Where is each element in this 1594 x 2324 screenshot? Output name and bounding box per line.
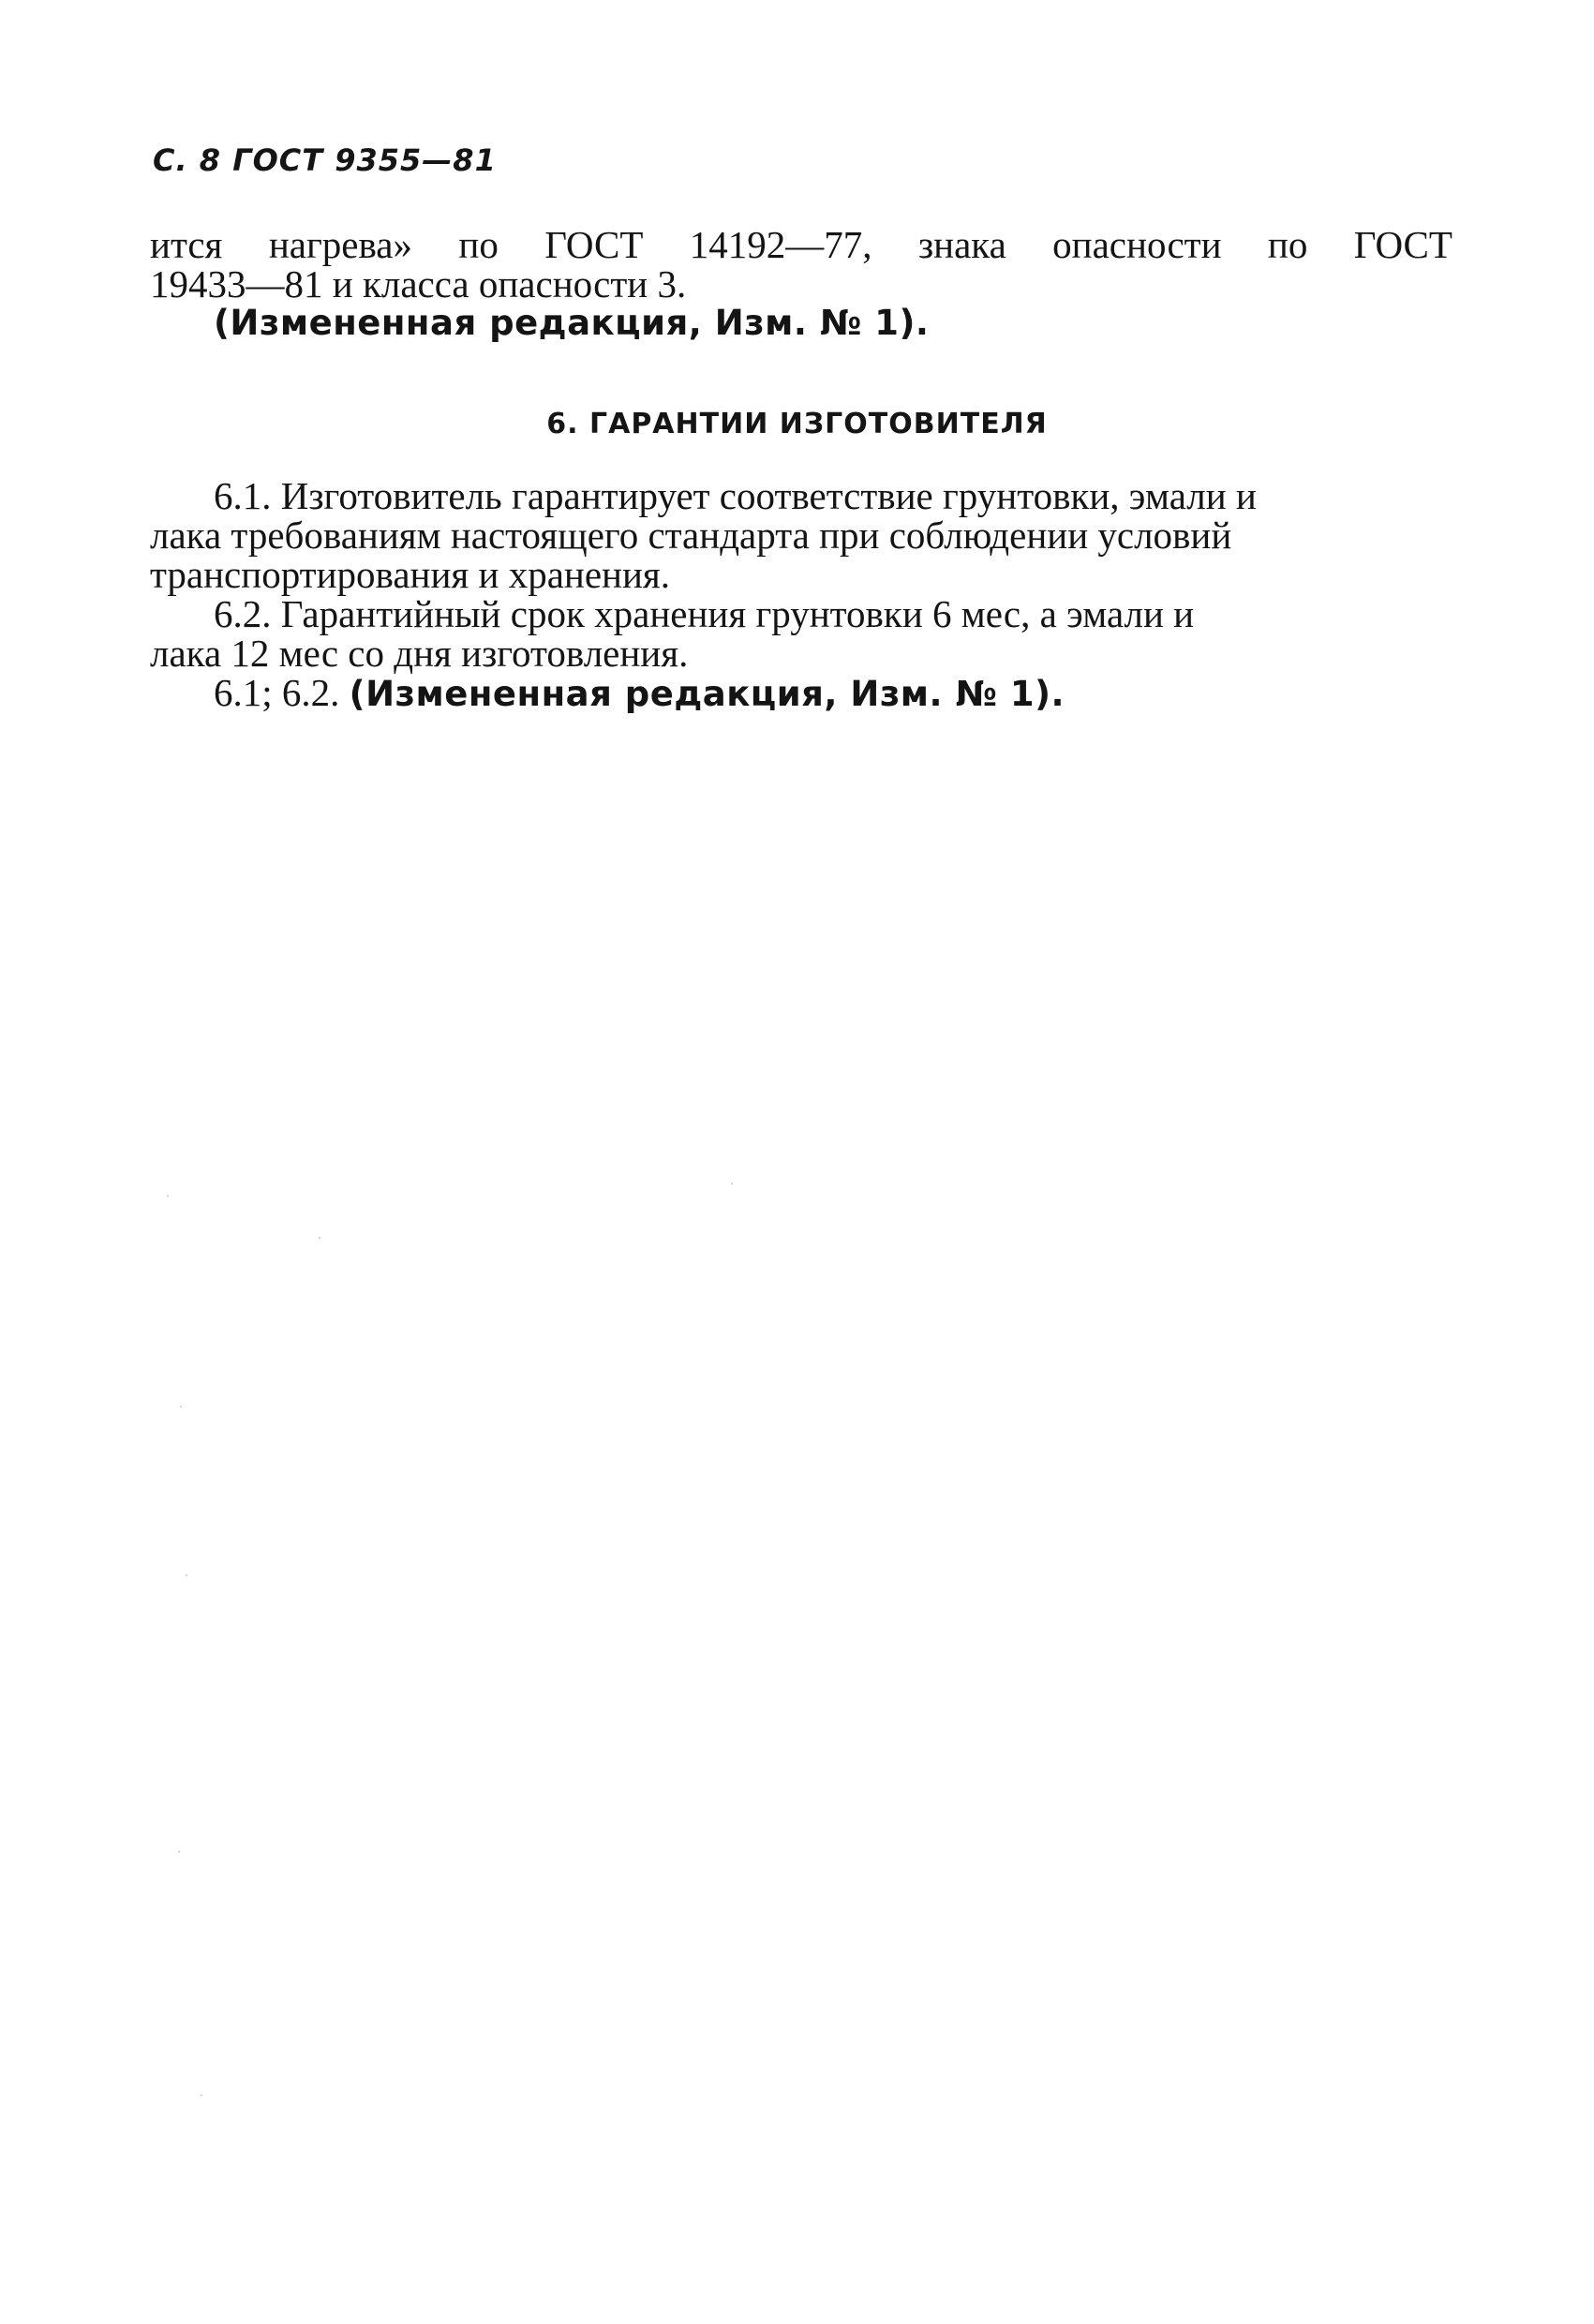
continuation-line-2: 19433—81 и класса опасности 3. [150, 262, 687, 305]
scan-speck [201, 2094, 202, 2096]
word: ГОСТ [1353, 223, 1452, 266]
paragraph-6-2-line-1: 6.2. Гарантийный срок хранения грунтовки 6 мес, а эмали и [214, 592, 1195, 635]
word: ГОСТ [544, 223, 644, 266]
scan-speck [731, 1183, 733, 1184]
note-text: (Измененная редакция, Изм. № 1). [349, 674, 1065, 714]
paragraph-6-1-line-1: 6.1. Изготовитель гарантирует соответствие грунтовки, эмали и [214, 474, 1257, 517]
scan-speck [186, 1574, 187, 1576]
running-head: С. 8 ГОСТ 9355—81 [153, 142, 497, 178]
scan-speck [180, 1406, 182, 1408]
note-prefix: 6.1; 6.2. [214, 671, 340, 714]
paragraph-6-1-line-3: транспортирования и хранения. [150, 553, 671, 596]
continuation-line-1 [150, 225, 1452, 264]
paragraph-6-2-line-2: лака 12 мес со дня изготовления. [150, 632, 689, 675]
amendment-note: (Измененная редакция, Изм. № 1). [214, 303, 930, 343]
scan-speck [319, 1237, 320, 1239]
word: нагрева» [268, 223, 412, 266]
section-6-text [150, 476, 1452, 714]
word: 14192—77, [689, 223, 872, 266]
word: ится [150, 223, 223, 266]
scan-speck [167, 1195, 169, 1197]
word: по [458, 223, 499, 266]
word: по [1267, 223, 1308, 266]
word: опасности [1052, 223, 1222, 266]
section-6-amendment-note [150, 673, 1452, 714]
section-heading: 6. ГАРАНТИИ ИЗГОТОВИТЕЛЯ [546, 408, 1048, 440]
continuation-text [150, 225, 1452, 343]
scan-speck [178, 1851, 180, 1853]
paragraph-6-1-line-2: лака требованиям настоящего стандарта при соблюдении условий [150, 514, 1232, 557]
word: знака [917, 223, 1006, 266]
